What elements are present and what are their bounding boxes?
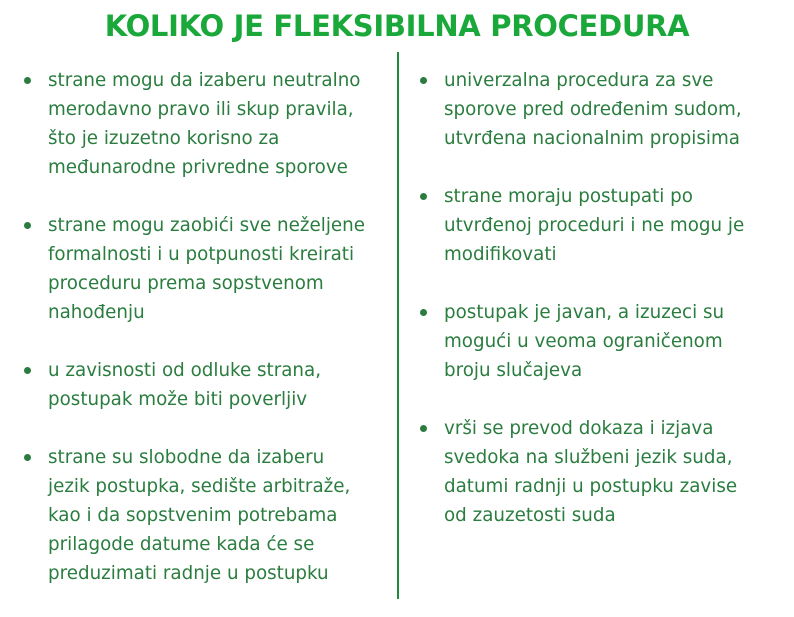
list-item xyxy=(418,298,786,385)
page-title: KOLIKO JE FLEKSIBILNA PROCEDURA xyxy=(104,9,690,43)
item-text-line: postupak je javan, a izuzeci su xyxy=(444,302,725,323)
item-text-line: vrši se prevod dokaza i izjava xyxy=(444,418,714,439)
bullet-icon xyxy=(420,309,427,316)
bullet-icon xyxy=(420,425,427,432)
list-item xyxy=(22,443,394,588)
item-text-line: univerzalna procedura za sve xyxy=(444,70,714,91)
item-text-line: sporove pred određenim sudom, xyxy=(444,99,742,120)
item-text-line: postupak može biti poverljiv xyxy=(48,389,308,410)
item-text-line: strane su slobodne da izaberu xyxy=(48,447,325,468)
right-column-list xyxy=(418,66,786,559)
item-text-line: svedoka na službeni jezik suda, xyxy=(444,447,733,468)
bullet-icon xyxy=(24,77,31,84)
list-item xyxy=(418,66,786,153)
item-text-line: modifikovati xyxy=(444,244,557,265)
item-text-line: što je izuzetno korisno za xyxy=(48,128,280,149)
item-text-line: jezik postupka, sedište arbitraže, xyxy=(48,476,351,497)
item-text-line: merodavno pravo ili skup pravila, xyxy=(48,99,354,120)
list-item xyxy=(418,182,786,269)
item-text-line: strane moraju postupati po xyxy=(444,186,693,207)
item-text-line: nahođenju xyxy=(48,302,145,323)
item-text-line: utvrđenoj proceduri i ne mogu je xyxy=(444,215,745,236)
item-text-line: formalnosti i u potpunosti kreirati xyxy=(48,244,355,265)
list-item xyxy=(22,356,394,414)
item-text-line: prilagode datume kada će se xyxy=(48,534,315,555)
item-text-line: međunarodne privredne sporove xyxy=(48,157,348,178)
item-text-line: mogući u veoma ograničenom xyxy=(444,331,723,352)
list-item xyxy=(22,66,394,182)
list-item xyxy=(22,211,394,327)
bullet-icon xyxy=(420,193,427,200)
item-text-line: proceduru prema sopstvenom xyxy=(48,273,324,294)
item-text-line: od zauzetosti suda xyxy=(444,505,616,526)
item-text-line: datumi radnji u postupku zavise xyxy=(444,476,738,497)
item-text-line: u zavisnosti od odluke strana, xyxy=(48,360,322,381)
left-column-list xyxy=(22,66,394,617)
bullet-icon xyxy=(24,454,31,461)
item-text-line: kao i da sopstvenim potrebama xyxy=(48,505,338,526)
list-item xyxy=(418,414,786,530)
item-text-line: broju slučajeva xyxy=(444,360,583,381)
bullet-icon xyxy=(24,222,31,229)
bullet-icon xyxy=(24,367,31,374)
item-text-line: strane mogu zaobići sve neželjene xyxy=(48,215,365,236)
bullet-icon xyxy=(420,77,427,84)
item-text-line: preduzimati radnje u postupku xyxy=(48,563,329,584)
item-text-line: strane mogu da izaberu neutralno xyxy=(48,70,361,91)
item-text-line: utvrđena nacionalnim propisima xyxy=(444,128,740,149)
column-divider xyxy=(397,52,399,599)
